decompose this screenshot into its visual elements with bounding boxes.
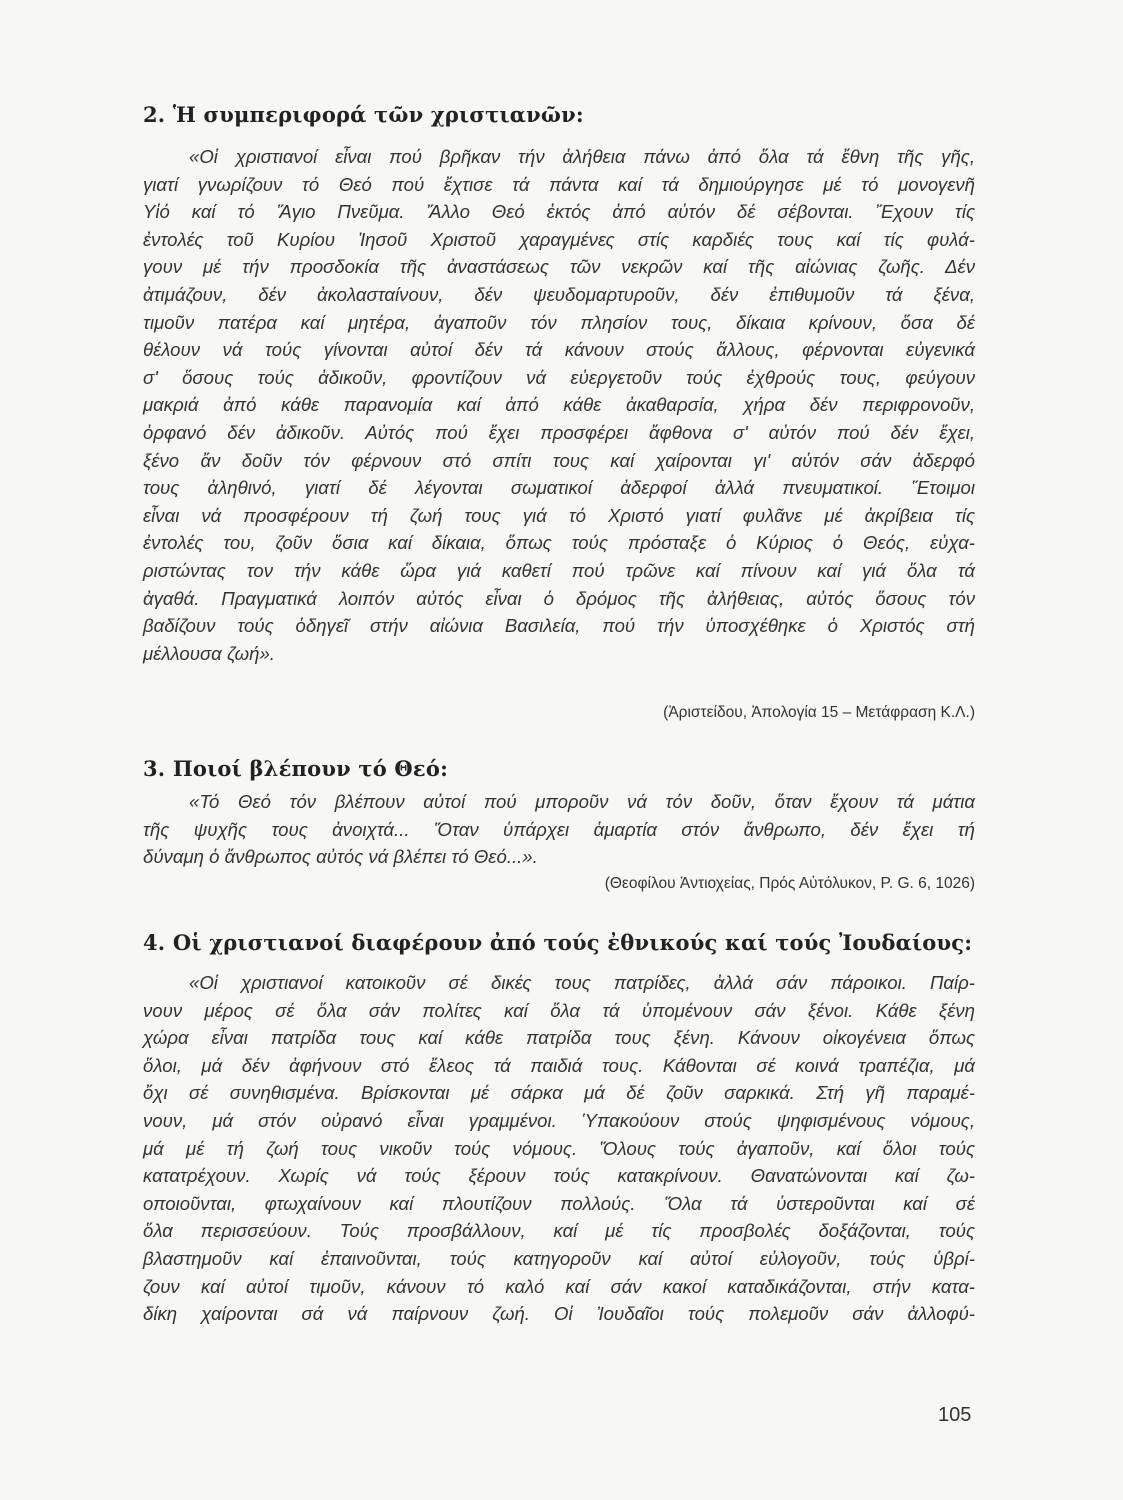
quote-line: ζουν καί αὐτοί τιμοῦν, κάνουν τό καλό καί σάν κακοί καταδικάζονται, στήν κατα-	[143, 1275, 975, 1297]
quote-line: χώρα εἶναι πατρίδα τους καί κάθε πατρίδα τους ξένη. Κάνουν οἰκογένεια ὅπως	[143, 1027, 975, 1049]
quote-line: γιατί γνωρίζουν τό Θεό πού ἔχτισε τά πάντα καί τά δημιούργησε μέ τό μονογενῆ	[143, 173, 975, 195]
source-citation-aristides: (Ἀριστείδου, Ἀπολογία 15 – Μετάφραση Κ.Λ.)	[663, 704, 975, 721]
quote-line: δίκη χαίρονται σά νά παίρνουν ζωή. Οἱ Ἰουδαῖοι τούς πολεμοῦν σάν ἀλλοφύ-	[143, 1303, 975, 1325]
quote-line: βλαστημοῦν καί ἐπαινοῦνται, τούς κατηγοροῦν καί αὐτοί εὐλογοῦν, τούς ὑβρί-	[143, 1247, 975, 1269]
quote-line: κατατρέχουν. Χωρίς νά τούς ξέρουν τούς κατακρίνουν. Θανατώνονται καί ζω-	[143, 1165, 975, 1187]
quote-theophilus	[143, 788, 975, 871]
quote-line: «Οἱ χριστιανοί κατοικοῦν σέ δικές τους πατρίδες, ἀλλά σάν πάροικοι. Παίρ-	[189, 972, 975, 993]
quote-line: ξένο ἄν δοῦν τόν φέρνουν στό σπίτι τους καί χαίρονται γι' αὐτόν σάν ἀδερφό	[143, 449, 975, 471]
quote-line: τους ἀληθινό, γιατί δέ λέγονται σωματικοί ἀδερφοί ἀλλά πνευματικοί. Ἕτοιμοι	[143, 477, 975, 499]
quote-line: νουν, μά στόν οὐρανό εἶναι γραμμένοι. Ὑπακούουν στούς ψηφισμένους νόμους,	[143, 1109, 975, 1131]
quote-line: εἶναι νά προσφέρουν τή ζωή τους γιά τό Χριστό γιατί φυλᾶνε μέ ἀκρίβεια τίς	[143, 504, 975, 526]
quote-line: δύναμη ὁ ἄνθρωπος αὐτός νά βλέπει τό Θεό...».	[143, 846, 538, 868]
quote-line: ἀγαθά. Πραγματικά λοιπόν αὐτός εἶναι ὁ δρόμος τῆς ἀλήθειας, αὐτός ὅσους τόν	[143, 587, 975, 609]
quote-line: «Τό Θεό τόν βλέπουν αὐτοί πού μποροῦν νά τόν δοῦν, ὅταν ἔχουν τά μάτια	[189, 791, 975, 812]
quote-diognetus	[143, 969, 975, 1328]
quote-line: οποιοῦνται, φτωχαίνουν καί πλουτίζουν πολλούς. Ὅλα τά ὑστεροῦνται καί σέ	[143, 1192, 975, 1214]
quote-line: «Οἱ χριστιανοί εἶναι πού βρῆκαν τήν ἀλήθεια πάνω ἀπό ὅλα τά ἔθνη τῆς γῆς,	[189, 146, 975, 167]
quote-line: ὀρφανό δέν ἀδικοῦν. Αὐτός πού ἔχει προσφέρει ἄφθονα σ' αὐτόν πού δέν ἔχει,	[143, 421, 975, 443]
quote-line: τιμοῦν πατέρα καί μητέρα, ἀγαποῦν τόν πλησίον τους, δίκαια κρίνουν, ὅσα δέ	[143, 311, 975, 333]
quote-line: θέλουν νά τούς γίνονται αὐτοί δέν τά κάνουν στούς ἄλλους, φέρνονται εὐγενικά	[143, 339, 975, 361]
quote-line: ὅλα περισσεύουν. Τούς προσβάλλουν, καί μέ τίς προσβολές δοξάζονται, τούς	[143, 1220, 975, 1242]
quote-line: ἀτιμάζουν, δέν ἀκολασταίνουν, δέν ψευδομαρτυροῦν, δέν ἐπιθυμοῦν τά ξένα,	[143, 283, 975, 305]
quote-line: νουν μέρος σέ ὅλα σάν πολίτες καί ὅλα τά ὑπομένουν σάν ξένοι. Κάθε ξένη	[143, 999, 975, 1021]
quote-line: ὅλοι, μά δέν ἀφήνουν στό ἔλεος τά παιδιά τους. Κάθονται σέ κοινά τραπέζια, μά	[143, 1054, 975, 1076]
quote-line: Υἱό καί τό Ἅγιο Πνεῦμα. Ἄλλο Θεό ἐκτός ἀπό αὐτόν δέ σέβονται. Ἔχουν τίς	[143, 201, 975, 223]
section-heading-christian-behavior: 2. Ἡ συμπεριφορά τῶν χριστιανῶν:	[143, 102, 584, 127]
section-heading-who-sees-god: 3. Ποιοί βλέπουν τό Θεό:	[143, 756, 449, 781]
quote-line: ριστώντας τον τήν κάθε ὥρα γιά καθετί πού τρῶνε καί πίνουν καί γιά ὅλα τά	[143, 559, 975, 581]
section-heading-christians-differ: 4. Οἱ χριστιανοί διαφέρουν ἀπό τούς ἐθνικούς καί τούς Ἰουδαίους:	[143, 930, 973, 955]
quote-line: ἐντολές του, ζοῦν ὅσια καί δίκαια, ὅπως τούς πρόσταξε ὁ Κύριος ὁ Θεός, εὐχα-	[143, 532, 975, 554]
quote-line: τῆς ψυχῆς τους ἀνοιχτά... Ὅταν ὑπάρχει ἁμαρτία στόν ἄνθρωπο, δέν ἔχει τή	[143, 818, 975, 840]
quote-line: σ' ὅσους τούς ἀδικοῦν, φροντίζουν νά εὐεργετοῦν τούς ἐχθρούς τους, φεύγουν	[143, 366, 975, 388]
quote-line: ὄχι σέ συνηθισμένα. Βρίσκονται μέ σάρκα μά δέ ζοῦν σαρκικά. Στή γῆ παραμέ-	[143, 1082, 975, 1104]
quote-aristides	[143, 143, 975, 667]
quote-line: γουν μέ τήν προσδοκία τῆς ἀναστάσεως τῶν νεκρῶν καί τῆς αἰώνιας ζωῆς. Δέν	[143, 256, 975, 278]
source-citation-theophilus: (Θεοφίλου Ἀντιοχείας, Πρός Αὐτόλυκον, P. G. 6, 1026)	[604, 875, 975, 892]
quote-line: μά μέ τή ζωή τους νικοῦν τούς νόμους. Ὅλους τούς ἀγαποῦν, καί ὅλοι τούς	[143, 1137, 975, 1159]
quote-line: μακριά ἀπό κάθε παρανομία καί ἀπό κάθε ἀκαθαρσία, χήρα δέν περιφρονοῦν,	[143, 394, 975, 416]
page-number: 105	[938, 1404, 972, 1426]
quote-line: μέλλουσα ζωή».	[143, 642, 275, 664]
quote-line: ἐντολές τοῦ Κυρίου Ἰησοῦ Χριστοῦ χαραγμένες στίς καρδιές τους καί τίς φυλά-	[143, 228, 975, 250]
quote-line: βαδίζουν τούς ὁδηγεῖ στήν αἰώνια Βασιλεία, πού τήν ὑποσχέθηκε ὁ Χριστός στή	[143, 615, 975, 637]
